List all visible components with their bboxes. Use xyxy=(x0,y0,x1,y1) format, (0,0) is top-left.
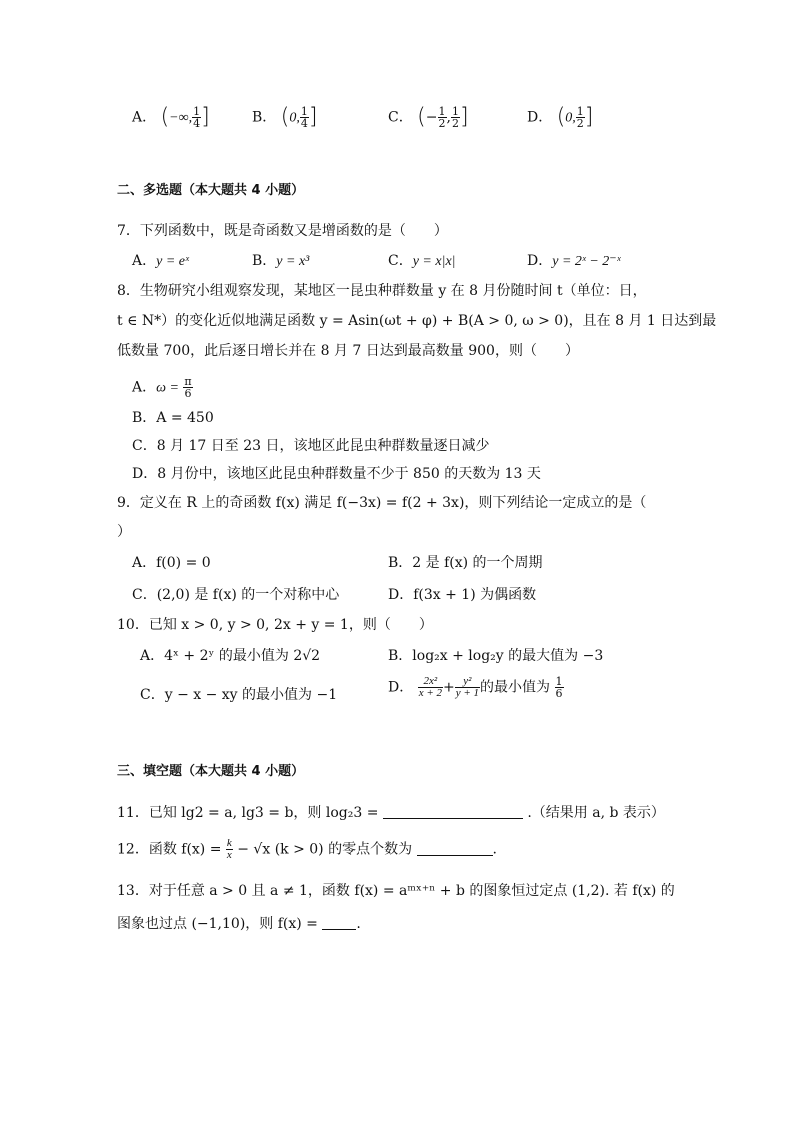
q8-a-den: 6 xyxy=(184,387,192,400)
q6-d-num: 1 xyxy=(576,105,584,118)
q10-stem: 10．已知 x > 0, y > 0, 2x + y = 1，则（ ） xyxy=(117,617,433,633)
q8-a-frac xyxy=(183,376,192,399)
section-2-title: 二、多选题（本大题共 4 小题） xyxy=(117,183,305,198)
q13-line-1: 13．对于任意 a > 0 且 a ≠ 1，函数 f(x) = aᵐˣ⁺ⁿ + b 的图象恒过定点 (1,2). 若 f(x) 的 xyxy=(117,883,675,899)
q11-post: .（结果用 a, b 表示） xyxy=(527,805,665,821)
q13-line-2-post: . xyxy=(356,916,361,932)
q6-d-den: 2 xyxy=(576,117,584,130)
q11-pre: 11．已知 lg2 = a, lg3 = b，则 log₂3 = xyxy=(117,805,379,821)
q7-b-label: B． xyxy=(252,253,277,269)
q8-line-1: 8．生物研究小组观察发现，某地区一昆虫种群数量 y 在 8 月份随时间 t（单位：日， xyxy=(117,283,647,299)
q8-option-c: C．8 月 17 日至 23 日，该地区此昆虫种群数量逐日减少 xyxy=(132,438,490,454)
q6-c-label: C． xyxy=(388,109,413,126)
q6-d-label: D． xyxy=(527,109,553,126)
q13-line-2-pre: 图象也过点 (−1,10)，则 f(x) = xyxy=(117,916,318,932)
q6-b-expr: 0, xyxy=(289,110,300,126)
q10-d-tail: 的最小值为 xyxy=(480,679,551,696)
q6-d-expr: 0, xyxy=(565,110,576,126)
q8-option-d: D．8 月份中，该地区此昆虫种群数量不少于 850 的天数为 13 天 xyxy=(132,466,541,482)
q6-c-frac2 xyxy=(451,106,460,129)
q6-a-expr: −∞, xyxy=(169,110,193,126)
q6-a-label: A． xyxy=(132,109,157,126)
q7-option-a xyxy=(132,252,189,271)
q10-d-num1: 2x² xyxy=(418,676,443,688)
q6-c-num2: 1 xyxy=(451,105,459,118)
q7-d-expr: y = 2ˣ − 2⁻ˣ xyxy=(552,254,621,269)
q8-line-3: 低数量 700，此后逐日增长并在 8 月 7 日达到最高数量 900，则（ ） xyxy=(117,343,579,359)
q10-d-frac3 xyxy=(555,676,564,699)
q6-a-frac xyxy=(192,106,201,129)
q12-frac xyxy=(226,838,233,861)
q10-d-den2: y + 1 xyxy=(455,687,480,699)
q6-a-num: 1 xyxy=(193,105,201,118)
q8-a-num: π xyxy=(184,375,192,388)
q7-d-label: D． xyxy=(527,253,553,269)
q10-option-a: A．4ˣ + 2ʸ 的最小值为 2√2 xyxy=(140,648,321,664)
q7-stem: 7．下列函数中，既是奇函数又是增函数的是（ ） xyxy=(117,223,448,239)
q10-d-frac2 xyxy=(455,676,480,699)
q8-a-expr: ω = xyxy=(156,380,179,396)
q12-den: x xyxy=(226,849,232,861)
q6-option-c: C． (− $\frac{1}{2}$ , $\frac{1}{2}$ ] xyxy=(388,104,469,130)
q8-a-label: A． xyxy=(132,379,157,396)
q7-c-expr: y = x|x| xyxy=(412,254,456,269)
q6-b-den: 4 xyxy=(300,117,308,130)
q7-option-d xyxy=(527,252,621,271)
q9-line-1: 9．定义在 R 上的奇函数 f(x) 满足 f(−3x) = f(2 + 3x)，则下列结论一定成立的是（ xyxy=(117,495,647,511)
q12-mid: − √x (k > 0) 的零点个数为 xyxy=(237,841,413,858)
q10-option-d xyxy=(388,676,564,699)
q12 xyxy=(117,838,497,861)
q6-d-frac xyxy=(576,106,585,129)
section-3-title: 三、填空题（本大题共 4 小题） xyxy=(117,764,305,779)
q8-line-2: t ∈ N*）的变化近似地满足函数 y = Asin(ωt + φ) + B(A > 0, ω > 0)，且在 8 月 1 日达到最 xyxy=(117,313,717,329)
q9-option-b: B．2 是 f(x) 的一个周期 xyxy=(388,555,543,571)
q6-c-num1: 1 xyxy=(438,105,446,118)
q12-pre: 12．函数 f(x) = xyxy=(117,841,222,858)
q8-option-a xyxy=(132,376,193,399)
q10-d-rnum: 1 xyxy=(555,675,563,688)
q6-c-frac1 xyxy=(438,106,447,129)
q6-c-minus: − xyxy=(425,109,438,126)
q12-post: . xyxy=(492,841,497,858)
q9-option-c: C．(2,0) 是 f(x) 的一个对称中心 xyxy=(132,587,340,603)
q9-option-a: A．f(0) = 0 xyxy=(132,555,211,571)
q6-a-den: 4 xyxy=(193,117,201,130)
q6-b-frac xyxy=(300,106,309,129)
q10-option-c: C．y − x − xy 的最小值为 −1 xyxy=(140,687,338,703)
q12-answer-blank[interactable] xyxy=(417,841,493,856)
q10-d-plus: + xyxy=(443,679,455,696)
q7-option-c xyxy=(388,252,456,271)
q9-option-d: D．f(3x + 1) 为偶函数 xyxy=(388,587,537,603)
q7-option-b xyxy=(252,252,309,271)
q10-d-label: D． xyxy=(388,679,414,696)
q8-option-b: B．A = 450 xyxy=(132,410,214,426)
q12-num: k xyxy=(226,837,232,849)
q6-c-comma: , xyxy=(446,109,451,126)
q7-a-expr: y = eˣ xyxy=(156,254,189,269)
q6-option-b: B． (0, $\frac{1}{4}$ ] xyxy=(252,104,318,130)
q10-d-den1: x + 2 xyxy=(418,687,442,699)
q10-d-frac1 xyxy=(418,676,443,699)
q11 xyxy=(117,804,665,822)
q6-option-d: D． (0, $\frac{1}{2}$ ] xyxy=(527,104,594,130)
q6-option-a: A． (−∞, $\frac{1}{4}$ ] xyxy=(132,104,210,130)
q6-b-label: B． xyxy=(252,109,277,126)
q7-a-label: A． xyxy=(132,253,157,269)
q10-option-b: B．log₂x + log₂y 的最大值为 −3 xyxy=(388,648,604,664)
q6-b-num: 1 xyxy=(300,105,308,118)
q7-c-label: C． xyxy=(388,253,413,269)
q6-c-den2: 2 xyxy=(451,117,459,130)
q13-line-2 xyxy=(117,915,361,933)
q13-answer-blank[interactable] xyxy=(322,915,356,930)
q6-c-den1: 2 xyxy=(438,117,446,130)
q10-d-num2: y² xyxy=(455,676,480,688)
q10-d-rden: 6 xyxy=(555,687,563,700)
q11-answer-blank[interactable] xyxy=(383,804,523,819)
q7-b-expr: y = x³ xyxy=(276,254,310,269)
q9-line-2: ） xyxy=(117,524,131,540)
